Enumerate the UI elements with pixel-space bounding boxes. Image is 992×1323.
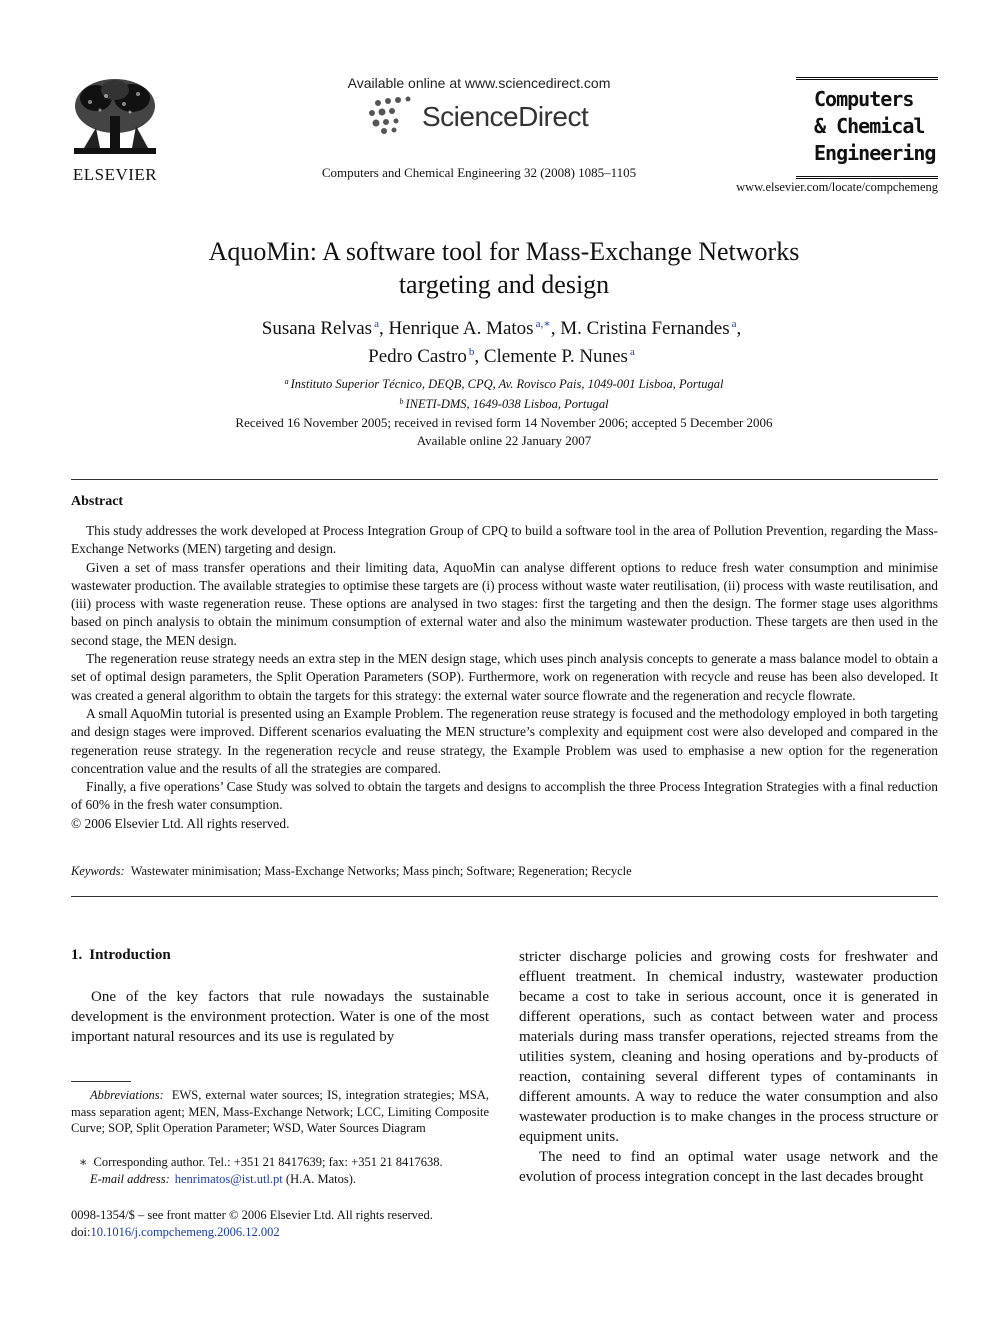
abstract-body xyxy=(71,522,938,833)
journal-logo-line-1: Computers xyxy=(814,87,914,111)
issn-line: 0098-1354/$ – see front matter © 2006 Elsevier Ltd. All rights reserved. xyxy=(71,1208,433,1222)
affiliations xyxy=(0,375,992,415)
email-link[interactable]: henrimatos@ist.utl.pt xyxy=(174,1172,283,1186)
author-affiliation-mark[interactable]: a xyxy=(629,346,635,358)
author-name[interactable]: Henrique A. Matos xyxy=(388,318,534,339)
author-list: Susana Relvas $^a$, Henrique A. Matos $^{a,∗}$, M. Cristina Fernandes $^a$, Pedro Castro $^b$, Clemente P. Nunes $^a$ xyxy=(261,318,742,367)
footnote-rule xyxy=(71,1081,131,1082)
front-matter xyxy=(71,1207,489,1241)
article-title xyxy=(0,235,992,301)
abstract-paragraph: This study addresses the work developed at Process Integration Group of CPQ to build a software tool in the area of Pollution Prevention, regarding the Mass-Exchange Networks (MEN) targeting and design. xyxy=(71,523,938,557)
author-affiliation-mark[interactable]: a xyxy=(731,318,737,330)
author-affiliation-mark[interactable]: a xyxy=(374,318,379,330)
available-online: Available online at www.sciencedirect.com xyxy=(347,75,611,91)
article-history xyxy=(0,414,992,450)
title-line-1: AquoMin: A software tool for Mass-Exchange Networks xyxy=(208,237,800,266)
keywords-label: Keywords: xyxy=(71,864,125,878)
affiliation-b: $^b$ INETI-DMS, 1649-038 Lisboa, Portugal xyxy=(399,397,609,411)
sciencedirect-wordmark: ScienceDirect xyxy=(422,101,589,132)
divider-top xyxy=(71,479,938,480)
footnote-abbreviations: Abbreviations: EWS, external water sources; IS, integration strategies; MSA, mass separation agent; MEN, Mass-Exchange Network; LCC, Limiting Composite Curve; SOP, Split Operation Parameter; WSD, Water Sources Diagram xyxy=(71,1088,489,1135)
copyright-notice: © 2006 Elsevier Ltd. All rights reserved. xyxy=(71,815,290,831)
author-name[interactable]: Pedro Castro xyxy=(368,346,467,367)
journal-reference: Computers and Chemical Engineering 32 (2008) 1085–1105 xyxy=(321,165,637,180)
received-dates: Received 16 November 2005; received in revised form 14 November 2006; accepted 5 December 2006 xyxy=(235,415,773,430)
title-line-2: targeting and design xyxy=(398,270,610,299)
doi-line: doi:10.1016/j.compchemeng.2006.12.002 xyxy=(71,1225,280,1239)
abstract-paragraph: The regeneration reuse strategy needs an extra step in the MEN design stage, which uses pinch analysis concepts to generate a mass balance model to obtain a set of optimal design parameters, the Split Operation Parameters (SOP). Furthermore, work on regeneration with recycle and reuse has been also developed. It was created a general algorithm to obtain the targets for this strategy: the external water source flowrate and the regeneration and recycle flowrate. xyxy=(71,651,938,703)
journal-logo-line-3: Engineering xyxy=(814,141,936,165)
abstract-paragraph: Given a set of mass transfer operations and their limiting data, AquoMin can analyse different options to reduce fresh water consumption and minimise wastewater production. The available strategies to optimise these targets are (i) process without waste water reutilisation, (ii) process with waste reutilisation, and (iii) process with waste regeneration reuse. These options are analysed in two stages: first the targeting and then the design. The former stage uses algorithms based on pinch analysis to obtain the minimum consumption of external water and also the minimum wastewater production. These targets are then used in the second stage, the MEN design. xyxy=(71,559,938,648)
affiliation-a: $^a$ Instituto Superior Técnico, DEQB, CPQ, Av. Rovisco Pais, 1049-001 Lisboa, Portugal xyxy=(284,377,724,391)
author-name[interactable]: Susana Relvas xyxy=(261,318,373,339)
abstract-paragraph: Finally, a five operations’ Case Study was solved to obtain the targets and designs to accomplish the three Process Integration Strategies with a final reduction of 60% in the fresh water consumption. xyxy=(71,779,938,813)
section-heading-introduction: 1. Introduction xyxy=(71,947,171,963)
journal-url[interactable]: www.elsevier.com/locate/compchemeng xyxy=(736,180,938,194)
sciencedirect-logo xyxy=(366,95,606,140)
abstract-paragraph: A small AquoMin tutorial is presented using an Example Problem. The regeneration reuse strategy is focused and the methodology employed in both targeting and design stages were improved. Different scenarios evaluating the MEN structure’s complexity and equipment cost were also developed and compared in the regeneration reuse strategy. In the regeneration recycle and reuse strategy, the Example Problem was used to emphasise a new option for the regeneration concentration value and the results of all the strategies are compared. xyxy=(71,705,938,776)
available-date: Available online 22 January 2007 xyxy=(416,433,592,448)
sciencedirect-dots-icon xyxy=(366,95,426,137)
author-name[interactable]: M. Cristina Fernandes xyxy=(560,318,730,339)
publisher-name: ELSEVIER xyxy=(72,165,158,184)
abstract-heading: Abstract xyxy=(71,494,124,509)
journal-logo xyxy=(796,77,938,179)
keywords xyxy=(71,864,938,879)
footnote-corresponding: ∗ Corresponding author. Tel.: +351 21 8417639; fax: +351 21 8417638. E-mail address: henrimatos@ist.utl.pt (H.A. Matos). xyxy=(79,1155,443,1186)
intro-paragraph-continued: stricter discharge policies and growing costs for freshwater and effluent treatment. In chemical industry, wastewater production became a cost to take in serious account, once it is generated in different operations, such as contact between water and process materials during mass transfer operations, rejected streams from the utilities system, cleaning and hosing operations and by-products of reaction, containing several different types of contaminants in different amounts. A way to reduce the water consumption and also wastewater production is to make changes in the process structure or equipment units. xyxy=(519,949,938,1145)
author-name[interactable]: Clemente P. Nunes xyxy=(483,346,628,367)
journal-logo-line-2: & Chemical xyxy=(814,114,925,138)
keywords-text: Wastewater minimisation; Mass-Exchange Networks; Mass pinch; Software; Regeneration; Recycle xyxy=(130,864,632,878)
intro-paragraph-left: One of the key factors that rule nowadays the sustainable development is the environment protection. Water is one of the most important natural resources and its use is regulated by xyxy=(71,989,489,1045)
divider-bottom xyxy=(71,896,938,897)
intro-right-column xyxy=(519,947,938,1187)
author-affiliation-mark[interactable]: a,∗ xyxy=(535,318,551,330)
intro-paragraph-2: The need to find an optimal water usage network and the evolution of process integration concept in the last decades brought xyxy=(519,1149,938,1185)
doi-link[interactable]: 10.1016/j.compchemeng.2006.12.002 xyxy=(90,1225,280,1239)
author-affiliation-mark[interactable]: b xyxy=(468,346,475,358)
